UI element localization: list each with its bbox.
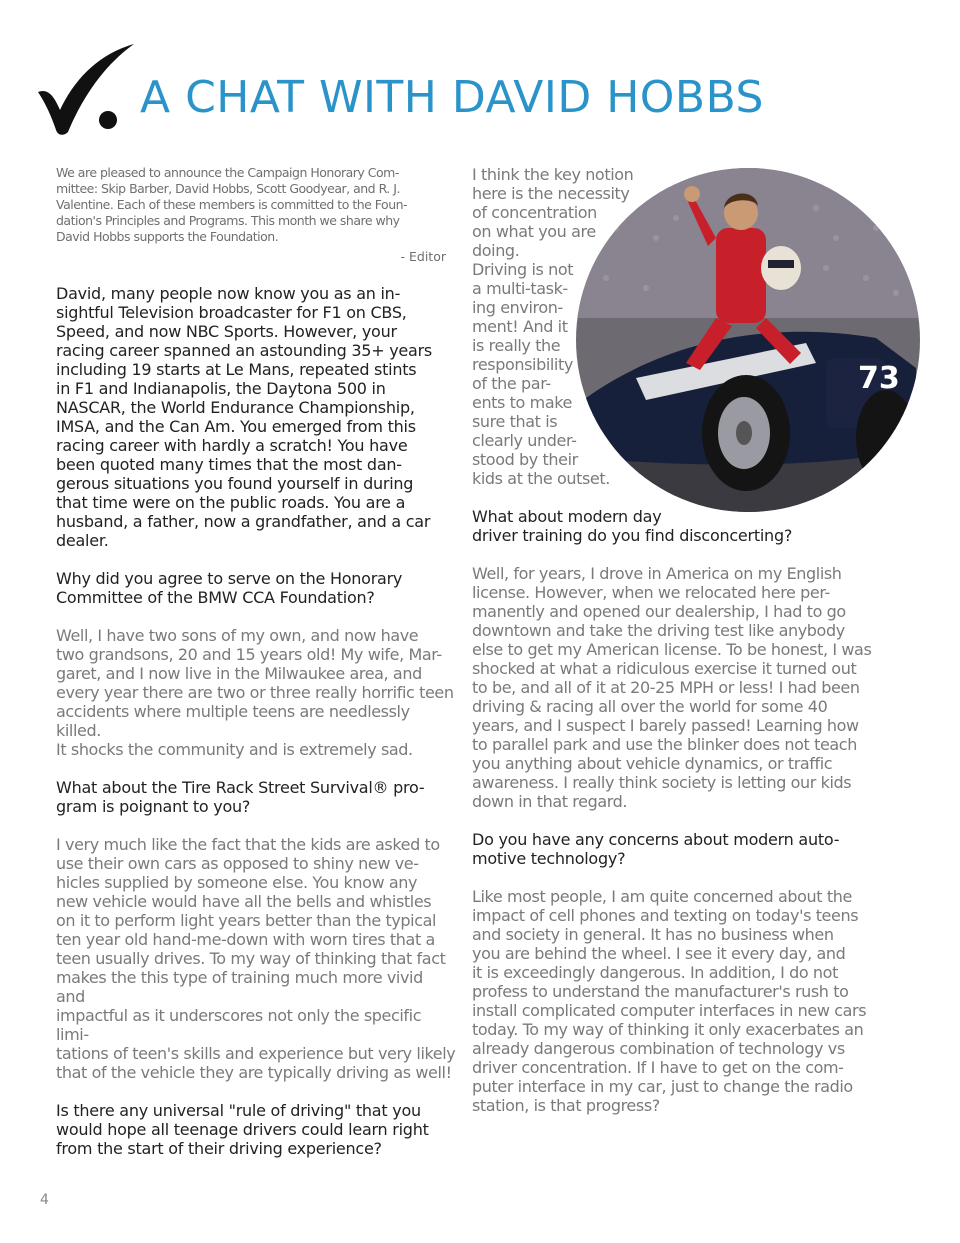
page-number: 4: [40, 1192, 49, 1208]
question-technology: Do you have any concerns about modern auto- motive technology?: [472, 830, 840, 868]
car-number: 73: [858, 361, 900, 396]
answer-technology: Like most people, I am quite concerned about the impact of cell phones and texting on today's teens and society in general. It has no business when you are behind the wheel. I see it every day, and it is exceedingly dangerous. In addition, I do not profess to understand the manufacturer's rush to install complicated computer interfaces in new cars today. To my way of thinking it only exacerbates an already dangerous combination of technology vs driver concentration. If I have to get on the com- puter interface in my car, just to change the radio station, is that progress?: [472, 887, 867, 1115]
question-rule-of-driving: Is there any universal "rule of driving" that you would hope all teenage drivers could learn right from the start of their driving experience?: [56, 1101, 429, 1158]
editor-credit: - Editor: [400, 249, 446, 264]
intro-text: We are pleased to announce the Campaign Honorary Com- mittee: Skip Barber, David Hobbs, Scott Goodyear, and R. J. Valentine. Each of these members is committed to the Foun- dation's Principles and Programs. This month we share why David Hobbs supports the Foundation.: [56, 165, 408, 244]
question-honorary: Why did you agree to serve on the Honorary Committee of the BMW CCA Foundation?: [56, 569, 403, 607]
answer-honorary: Well, I have two sons of my own, and now have two grandsons, 20 and 15 years old! My wife, Mar- garet, and I now live in the Milwaukee area, and every year there are two or three really horrific teen accidents where multiple teens are needlessly killed. It shocks the community and is extremely sad.: [56, 626, 454, 759]
question-driver-training: What about modern day driver training do you find disconcerting?: [472, 507, 793, 545]
driver-photo: [576, 168, 920, 512]
checkmark-icon: [34, 40, 138, 140]
answer-rule-of-driving: I think the key notion here is the necessity of concentration on what you are doing. Driving is not a multi-task- ing environ- ment! And it is really the responsibility of the par- ents to make sure that is clearly under- stood by their kids at the outset.: [472, 165, 634, 488]
question-street-survival: What about the Tire Rack Street Survival® pro- gram is poignant to you?: [56, 778, 425, 816]
question-intro: David, many people now know you as an in- sightful Television broadcaster for F1 on CBS, Speed, and now NBC Sports. However, your racing career spanned an astounding 35+ years including 19 starts at Le Mans, repeated stints in F1 and Indianapolis, the Daytona 500 in NASCAR, the World Endurance Championship, IMSA, and the Can Am. You emerged from this racing career with hardly a scratch! You have been quoted many times that the most dan- gerous situations you found yourself in during that time were on the public roads. You are a husband, a father, now a grandfather, and a car dealer.: [56, 284, 432, 550]
article-title: A CHAT WITH DAVID HOBBS: [140, 72, 764, 123]
race-car-illustration: [576, 168, 920, 512]
left-column: [56, 165, 456, 1158]
answer-driver-training: Well, for years, I drove in America on my English license. However, when we relocated here per- manently and opened our dealership, I had to go downtown and take the driving test like anybody else to get my American license. To be honest, I was shocked at what a ridiculous exercise it turned out to be, and all of it at 20-25 MPH or less! I had been driving & racing all over the world for some 40 years, and I suspect I barely passed! Learning how to parallel park and use the blinker does not teach you anything about vehicle dynamics, or traffic awareness. I really think society is letting our kids down in that regard.: [472, 564, 872, 811]
answer-street-survival: I very much like the fact that the kids are asked to use their own cars as opposed to shiny new ve- hicles supplied by someone else. You know any new vehicle would have all the bells and whistles on it to perform light years better than the typical ten year old hand-me-down with worn tires that a teen usually drives. To my way of thinking that fact makes the this type of training much more vivid and impactful as it underscores not only the specific limi- tations of teen's skills and experience but very likely that of the vehicle they are typically driving as well!: [56, 835, 456, 1082]
